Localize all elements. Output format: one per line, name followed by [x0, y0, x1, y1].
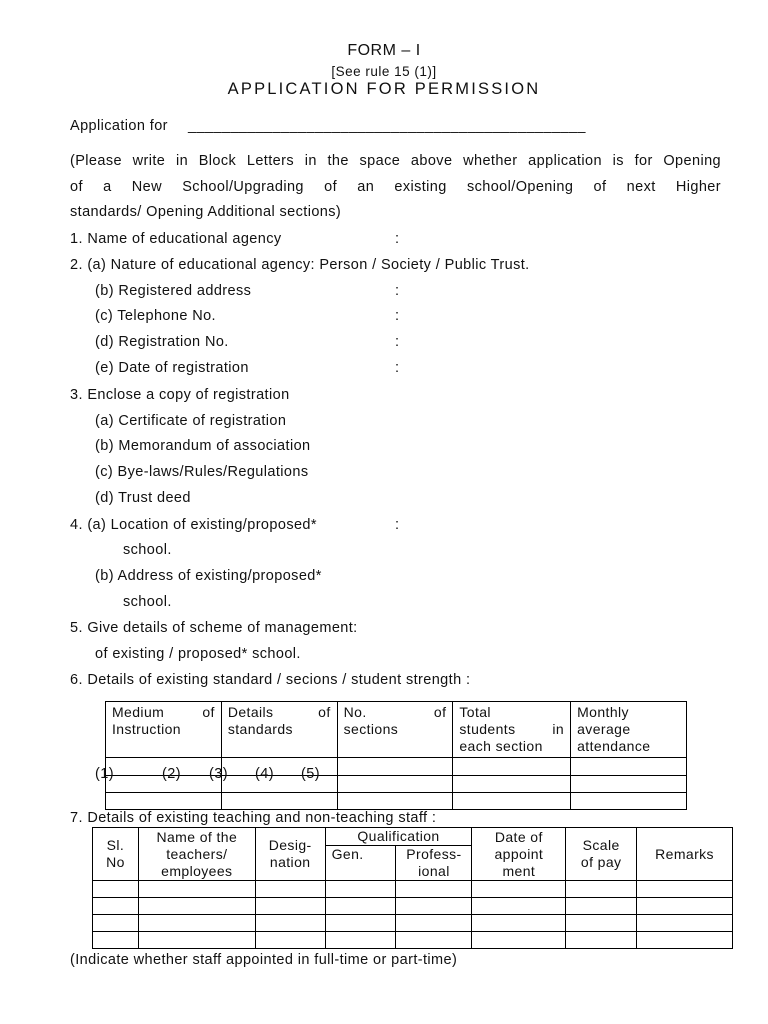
column-number: (1)	[95, 766, 114, 782]
table-row	[93, 915, 733, 932]
item-5-label: 5. Give details of scheme of management:	[70, 620, 358, 636]
instruction-line: standards/ Opening Additional sections)	[70, 204, 342, 220]
table-row	[106, 758, 687, 776]
table-row	[106, 793, 687, 810]
header-scale: Scale of pay	[566, 828, 637, 881]
application-for-label: Application for	[70, 118, 168, 134]
footer-note: (Indicate whether staff appointed in full-time or part-time)	[70, 952, 458, 968]
item-1-label: 1. Name of educational agency	[70, 231, 282, 247]
column-number: (2)	[162, 766, 181, 782]
header-name: Name of the teachers/ employees	[138, 828, 255, 881]
item-2b-colon: :	[395, 283, 400, 299]
staff-table	[92, 827, 733, 949]
item-2b-label: (b) Registered address	[95, 283, 252, 299]
student-strength-table	[105, 701, 687, 810]
page-title: APPLICATION FOR PERMISSION	[227, 80, 541, 98]
application-for-field[interactable]: _______________________________________________	[188, 118, 586, 134]
item-2d-colon: :	[395, 334, 400, 350]
column-number: (5)	[301, 766, 320, 782]
header-total-students: Total students in each section	[453, 702, 571, 758]
header-remarks: Remarks	[637, 828, 733, 881]
item-3b-label: (b) Memorandum of association	[95, 438, 311, 454]
instruction-line: of a New School/Upgrading of an existing school/Opening of next Higher	[70, 179, 721, 195]
instruction-line: (Please write in Block Letters in the space above whether application is for Opening	[70, 153, 721, 169]
column-number: (3)	[209, 766, 228, 782]
item-4a-continuation: school.	[123, 542, 172, 558]
column-number: (4)	[255, 766, 274, 782]
header-qualification: Qualification	[325, 828, 472, 846]
header-designation: Desig- nation	[255, 828, 325, 881]
header-medium: Medium of Instruction	[106, 702, 222, 758]
item-3d-label: (d) Trust deed	[95, 490, 191, 506]
table-row	[93, 898, 733, 915]
item-7-label: 7. Details of existing teaching and non-teaching staff :	[70, 810, 437, 826]
item-5-continuation: of existing / proposed* school.	[95, 646, 301, 662]
item-2e-label: (e) Date of registration	[95, 360, 249, 376]
item-6-label: 6. Details of existing standard / secions / student strength :	[70, 672, 471, 688]
header-sl-no: Sl. No	[93, 828, 139, 881]
table-row	[106, 776, 687, 793]
item-2c-label: (c) Telephone No.	[95, 308, 216, 324]
table-header-row	[106, 702, 687, 758]
rule-reference: [See rule 15 (1)]	[331, 64, 437, 79]
item-4a-colon: :	[395, 517, 400, 533]
item-3c-label: (c) Bye-laws/Rules/Regulations	[95, 464, 309, 480]
header-professional: Profess- ional	[396, 846, 472, 881]
form-title: FORM – I	[347, 42, 421, 59]
item-3a-label: (a) Certificate of registration	[95, 413, 287, 429]
item-4b-label: (b) Address of existing/proposed*	[95, 568, 322, 584]
item-2c-colon: :	[395, 308, 400, 324]
item-2d-label: (d) Registration No.	[95, 334, 229, 350]
item-2e-colon: :	[395, 360, 400, 376]
item-1-colon: :	[395, 231, 400, 247]
item-4a-label: 4. (a) Location of existing/proposed*	[70, 517, 317, 533]
table-row	[93, 881, 733, 898]
header-standards: Details of standards	[221, 702, 337, 758]
item-4b-continuation: school.	[123, 594, 172, 610]
item-2a-label: 2. (a) Nature of educational agency: Person / Society / Public Trust.	[70, 257, 530, 273]
item-3-label: 3. Enclose a copy of registration	[70, 387, 290, 403]
header-attendance: Monthly average attendance	[571, 702, 687, 758]
header-sections: No. of sections	[337, 702, 453, 758]
table-row	[93, 932, 733, 949]
header-appointment: Date of appoint ment	[472, 828, 566, 881]
table-header-row	[93, 828, 733, 846]
header-gen: Gen.	[325, 846, 396, 881]
